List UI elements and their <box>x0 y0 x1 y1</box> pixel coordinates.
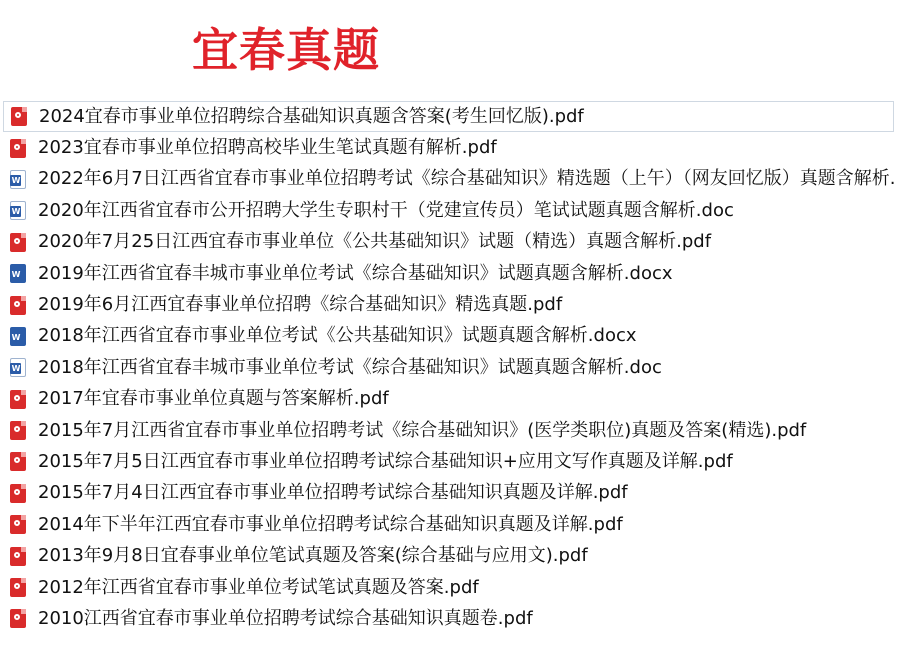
file-name: 2015年7月4日江西宜春市事业单位招聘考试综合基础知识真题及详解.pdf <box>38 482 628 504</box>
file-row[interactable] <box>3 101 894 132</box>
file-name: 2010江西省宜春市事业单位招聘考试综合基础知识真题卷.pdf <box>38 607 533 629</box>
file-row[interactable] <box>0 321 897 352</box>
word-doc-icon <box>10 358 26 377</box>
pdf-icon <box>10 233 26 252</box>
pdf-icon <box>10 390 26 409</box>
file-name: 2020年7月25日江西宜春市事业单位《公共基础知识》试题（精选）真题含解析.pdf <box>38 231 712 253</box>
file-row[interactable] <box>0 195 897 226</box>
file-name: 2019年江西省宜春丰城市事业单位考试《综合基础知识》试题真题含解析.docx <box>38 262 673 284</box>
file-row[interactable] <box>0 603 897 634</box>
pdf-icon <box>10 515 26 534</box>
file-row[interactable] <box>0 415 897 446</box>
file-row[interactable] <box>0 478 897 509</box>
file-row[interactable] <box>0 352 897 383</box>
pdf-icon <box>10 452 26 471</box>
pdf-icon <box>10 296 26 315</box>
file-name: 2020年江西省宜春市公开招聘大学生专职村干（党建宣传员）笔试试题真题含解析.doc <box>38 199 734 221</box>
file-row[interactable] <box>0 164 897 195</box>
file-row[interactable] <box>0 258 897 289</box>
file-name: 2013年9月8日宜春事业单位笔试真题及答案(综合基础与应用文).pdf <box>38 545 588 567</box>
file-row[interactable] <box>0 227 897 258</box>
word-docx-icon <box>10 327 26 346</box>
file-row[interactable] <box>0 572 897 603</box>
file-name: 2015年7月5日江西宜春市事业单位招聘考试综合基础知识+应用文写作真题及详解.pdf <box>38 450 733 472</box>
file-name: 2023宜春市事业单位招聘高校毕业生笔试真题有解析.pdf <box>38 137 497 159</box>
pdf-icon <box>10 547 26 566</box>
file-name: 2019年6月江西宜春事业单位招聘《综合基础知识》精选真题.pdf <box>38 294 563 316</box>
pdf-icon <box>10 609 26 628</box>
file-name: 2018年江西省宜春丰城市事业单位考试《综合基础知识》试题真题含解析.doc <box>38 356 662 378</box>
file-row[interactable] <box>0 289 897 320</box>
file-row[interactable] <box>0 384 897 415</box>
pdf-icon <box>10 421 26 440</box>
page-title: 宜春真题 <box>192 23 380 77</box>
file-name: 2014年下半年江西宜春市事业单位招聘考试综合基础知识真题及详解.pdf <box>38 513 623 535</box>
word-doc-icon <box>10 201 26 220</box>
file-row[interactable] <box>0 509 897 540</box>
file-name: 2024宜春市事业单位招聘综合基础知识真题含答案(考生回忆版).pdf <box>39 105 584 127</box>
file-row[interactable] <box>0 540 897 571</box>
file-name: 2018年江西省宜春市事业单位考试《公共基础知识》试题真题含解析.docx <box>38 325 637 347</box>
file-name: 2017年宜春市事业单位真题与答案解析.pdf <box>38 388 389 410</box>
pdf-icon <box>10 139 26 158</box>
pdf-icon <box>10 484 26 503</box>
file-row[interactable] <box>0 132 897 163</box>
file-name: 2022年6月7日江西省宜春市事业单位招聘考试《综合基础知识》精选题（上午）（网友回忆版）真题含解析. <box>38 168 896 190</box>
pdf-icon <box>10 578 26 597</box>
word-doc-icon <box>10 170 26 189</box>
file-list <box>0 101 897 635</box>
file-name: 2015年7月江西省宜春市事业单位招聘考试《综合基础知识》(医学类职位)真题及答案(精选).pdf <box>38 419 807 441</box>
pdf-icon <box>11 107 27 126</box>
word-docx-icon <box>10 264 26 283</box>
file-row[interactable] <box>0 446 897 477</box>
file-name: 2012年江西省宜春市事业单位考试笔试真题及答案.pdf <box>38 576 479 598</box>
